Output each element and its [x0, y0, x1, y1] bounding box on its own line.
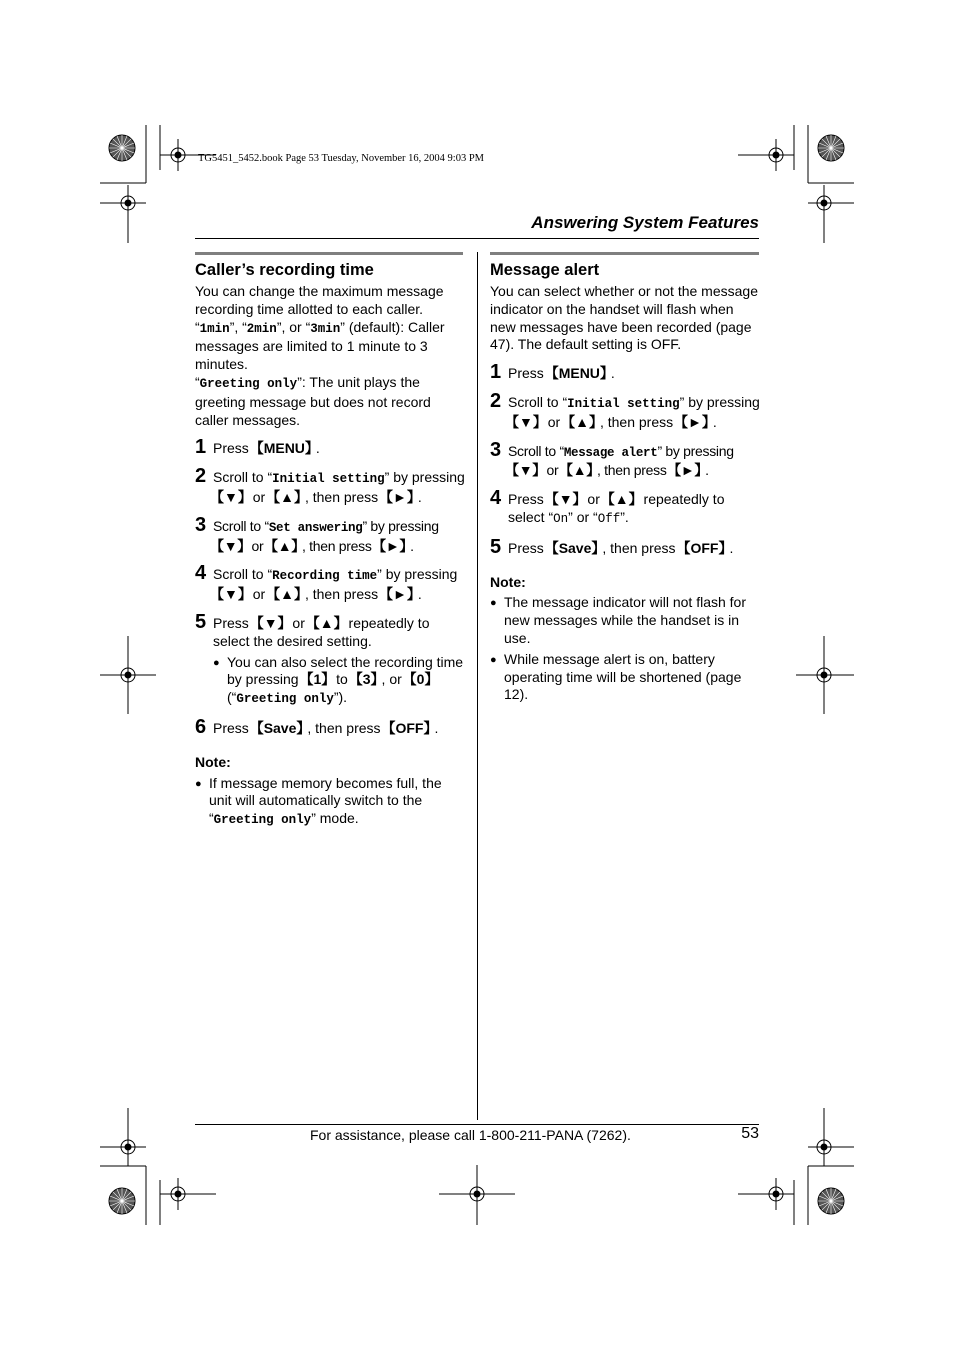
- note-item: [490, 594, 760, 647]
- key-0: 【 0 】: [406, 671, 436, 687]
- key-up: 【 ▲ 】: [269, 586, 305, 602]
- key-3: 【 3 】: [352, 671, 382, 687]
- key-off: 【 OFF 】: [679, 540, 729, 556]
- key-down: 【 ▼ 】: [213, 489, 249, 505]
- step-text: Press 【 Save 】 , then press 【 OFF 】 .: [508, 537, 760, 558]
- key-down: 【 ▼ 】: [508, 414, 544, 430]
- section-heading-recording-time: Caller’s recording time: [195, 261, 374, 279]
- step-text: Press 【 ▼ 】 or 【 ▲ 】 repeatedly to select the desired setting. ● You can also select the recording time by pressing 【 1 】 to 【 3 】 , or 【 0 】 (“Greeting only”).: [213, 612, 467, 709]
- column-divider: [477, 252, 478, 1120]
- step-2: [195, 466, 467, 507]
- assistance-text: For assistance, please call 1-800-211-PANA (7262).: [310, 1127, 631, 1143]
- step-number: 6: [195, 715, 207, 738]
- bullet-icon: ●: [195, 777, 202, 790]
- step-number: 4: [490, 487, 502, 510]
- step-text: Press 【 MENU 】 .: [508, 362, 760, 383]
- left-column: [195, 260, 467, 830]
- note-item: [195, 775, 467, 830]
- key-down: 【 ▼ 】: [548, 491, 584, 507]
- right-column-bar: [490, 252, 759, 255]
- step-number: 4: [195, 562, 207, 585]
- step-text: Press 【 ▼ 】 or 【 ▲ 】 repeatedly to select “On” or “Off”.: [508, 488, 760, 529]
- step-text: Scroll to “Set answering” by pressing 【 ▼ 】 or 【 ▲ 】 , then press 【 ► 】 .: [213, 515, 467, 556]
- bullet-icon: ●: [490, 597, 497, 610]
- step-6: [195, 717, 467, 738]
- option-greeting-only: “Greeting only”: The unit plays the greeting message but does not record caller messages.: [195, 373, 431, 428]
- step-4: [490, 488, 760, 529]
- step-5: [490, 537, 760, 558]
- key-right: 【 ► 】: [677, 414, 713, 430]
- page-header-title: Answering System Features: [531, 213, 759, 232]
- option-minutes: “1min”, “2min”, or “3min” (default): Caller messages are limited to 1 minute to 3 minutes.: [195, 318, 445, 373]
- step-number: 1: [490, 361, 502, 384]
- key-down: 【 ▼ 】: [213, 586, 249, 602]
- left-column-bar: [195, 252, 463, 255]
- step-number: 2: [490, 389, 502, 412]
- key-menu: 【 MENU 】: [253, 440, 316, 456]
- right-column: [490, 260, 760, 704]
- key-down: 【 ▼ 】: [253, 615, 289, 631]
- step-3: [195, 515, 467, 556]
- key-up: 【 ▲ 】: [267, 538, 302, 554]
- note-heading: Note:: [195, 753, 231, 770]
- key-up: 【 ▲ 】: [564, 414, 600, 430]
- key-save: 【 Save 】: [253, 720, 308, 736]
- step-3: [490, 440, 760, 481]
- key-right: 【 ► 】: [382, 489, 418, 505]
- sub-bullet-item: [213, 654, 467, 709]
- bullet-icon: ●: [213, 656, 220, 669]
- key-down: 【 ▼ 】: [508, 462, 543, 478]
- step-2: [490, 391, 760, 432]
- key-up: 【 ▲ 】: [562, 462, 597, 478]
- step-number: 2: [195, 465, 207, 488]
- step-number: 3: [490, 438, 502, 461]
- step-text: Press 【 Save 】 , then press 【 OFF 】 .: [213, 717, 467, 738]
- sub-bullet-text: You can also select the recording time by pressing 【 1 】 to 【 3 】 , or 【 0 】 (“Greeting only”).: [227, 654, 467, 709]
- note-item: [490, 651, 760, 704]
- key-menu: 【 MENU 】: [548, 365, 611, 381]
- key-down: 【 ▼ 】: [213, 538, 248, 554]
- step-text: Scroll to “Initial setting” by pressing 【 ▼ 】 or 【 ▲ 】 , then press 【 ► 】 .: [508, 391, 760, 432]
- key-off: 【 OFF 】: [384, 720, 434, 736]
- step-number: 5: [195, 610, 207, 633]
- intro-text: You can change the maximum message recording time allotted to each caller.: [195, 283, 444, 317]
- key-up: 【 ▲ 】: [604, 491, 640, 507]
- note-text: While message alert is on, battery operating time will be shortened (page 12).: [504, 650, 742, 703]
- step-text: Scroll to “Message alert” by pressing 【 ▼ 】 or 【 ▲ 】 , then press 【 ► 】 .: [508, 440, 760, 481]
- step-number: 1: [195, 436, 207, 459]
- footer-rule: [195, 1124, 759, 1125]
- key-right: 【 ► 】: [670, 462, 705, 478]
- header-rule: [195, 238, 759, 239]
- step-1: [490, 362, 760, 383]
- intro-text: You can select whether or not the message indicator on the handset will flash when new messages have been recorded (page 47). The default setting is OFF.: [490, 283, 758, 353]
- key-up: 【 ▲ 】: [309, 615, 345, 631]
- note-text: The message indicator will not flash for new messages while the handset is in use.: [504, 594, 746, 646]
- key-up: 【 ▲ 】: [269, 489, 305, 505]
- step-number: 5: [490, 535, 502, 558]
- key-1: 【 1 】: [302, 671, 332, 687]
- key-right: 【 ► 】: [375, 538, 410, 554]
- page-number: 53: [741, 1125, 759, 1142]
- section-heading-message-alert: Message alert: [490, 261, 600, 279]
- note-heading: Note:: [490, 573, 526, 590]
- step-text: Press 【 MENU 】 .: [213, 437, 467, 458]
- step-5: [195, 612, 467, 709]
- key-save: 【 Save 】: [548, 540, 603, 556]
- step-number: 3: [195, 513, 207, 536]
- print-slug: TG5451_5452.book Page 53 Tuesday, November 16, 2004 9:03 PM: [198, 153, 485, 164]
- key-right: 【 ► 】: [382, 586, 418, 602]
- step-text: Scroll to “Recording time” by pressing 【 ▼ 】 or 【 ▲ 】 , then press 【 ► 】 .: [213, 563, 467, 604]
- step-1: [195, 437, 467, 458]
- bullet-icon: ●: [490, 653, 497, 666]
- step-4: [195, 563, 467, 604]
- step-text: Scroll to “Initial setting” by pressing 【 ▼ 】 or 【 ▲ 】 , then press 【 ► 】 .: [213, 466, 467, 507]
- note-text: If message memory becomes full, the unit will automatically switch to the “Greeting only” mode.: [209, 774, 442, 828]
